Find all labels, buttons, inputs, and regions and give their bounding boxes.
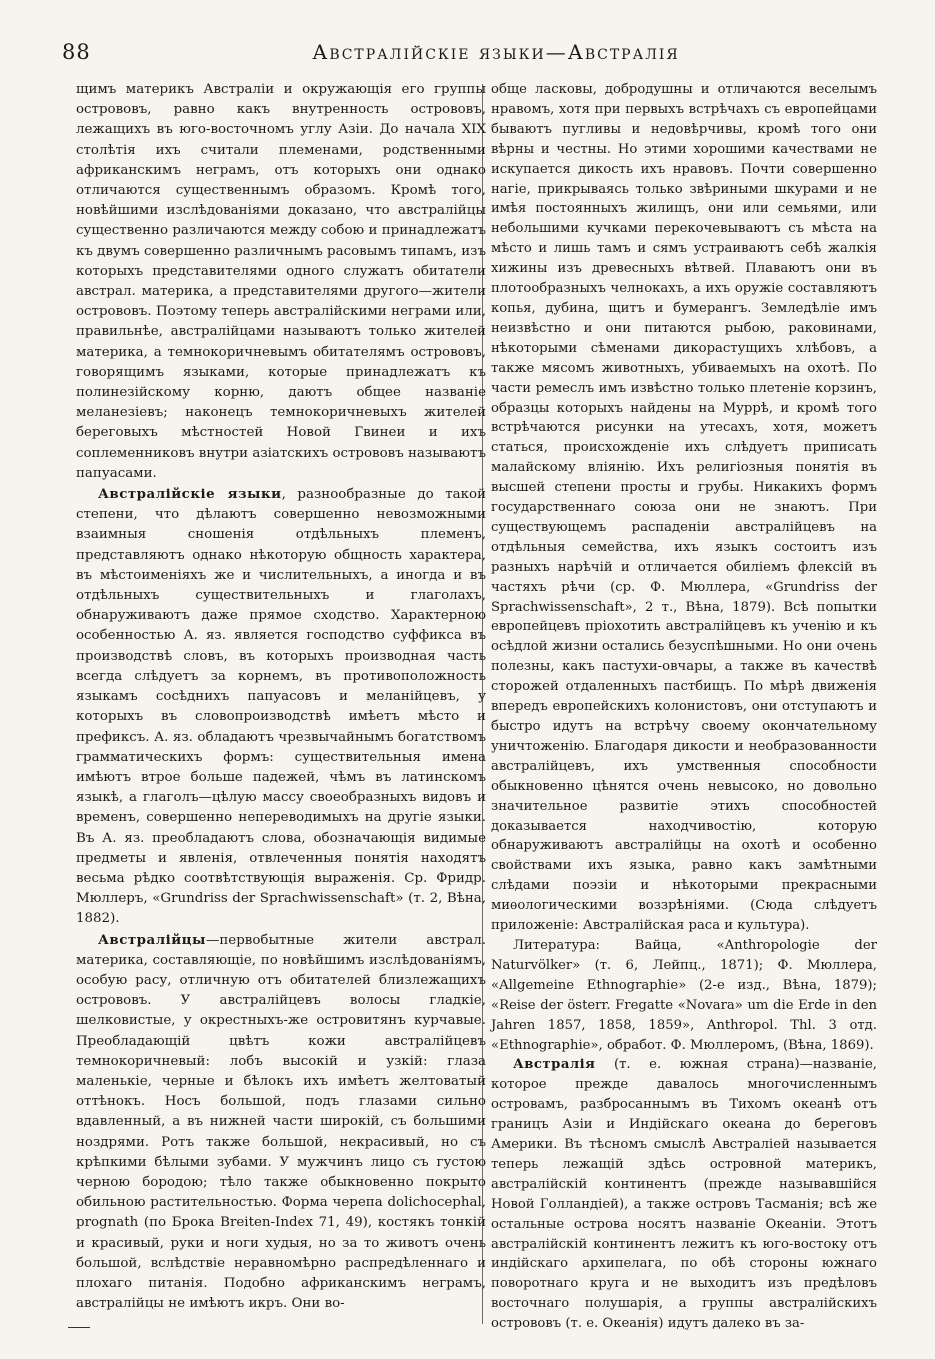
left-column xyxy=(76,80,486,1314)
paragraph-continuation: щимъ материкъ Австраліи и окружающія его группы острововъ, равно какъ внутренность острововъ, лежащихъ въ юго-восточномъ углу Азіи. До начала XIX столѣтія ихъ считали племенами, родственными африканскимъ неграмъ, отъ которыхъ они однако отличаются существеннымъ образомъ. Кромѣ того, новѣйшими изслѣдованіями доказано, что австралійцы существенно различаются между собою и принадлежатъ къ двумъ совершенно различнымъ расовымъ типамъ, изъ которыхъ представителями одного служатъ обитатели австрал. материка, а представителями другого—жители острововъ. Поэтому теперь австралійскими неграми или, правильнѣе, австралійцами называютъ только жителей материка, а темнокоричневымъ обитателямъ острововъ, говорящимъ языками, которые принадлежатъ къ полинезійскому корню, даютъ общее названіе меланезіевъ; наконецъ темнокоричневыхъ жителей береговыхъ мѣстностей Новой Гвинеи и ихъ соплеменниковъ внутри азіатскихъ острововъ называютъ папуасами. xyxy=(76,82,486,481)
entry-australians xyxy=(76,930,486,1315)
entry-text: (т. е. южная страна)—названіе, которое прежде давалось многочисленнымъ островамъ, разбросаннымъ въ Тихомъ океанѣ отъ границъ Азіи и Индійскаго океана до береговъ Америки. Въ тѣсномъ смыслѣ Австраліей называется теперь лежащій здѣсь островной материкъ, австралійскій континентъ (прежде называвшійся Новой Голландіей), а также островъ Тасманія; всѣ же остальные острова носятъ названіе Океаніи. Этотъ австралійскій континентъ лежитъ къ юго-востоку отъ индійскаго архипелага, по обѣ стороны южнаго поворотнаго круга и не выходитъ изъ предѣловъ восточнаго полушарія, а группы австралійскихъ острововъ (т. е. Океанія) идутъ далеко въ за- xyxy=(491,1057,877,1332)
paragraph-continuation: обще ласковы, добродушны и отличаются веселымъ нравомъ, хотя при первыхъ встрѣчахъ съ европейцами бываютъ пугливы и недовѣрчивы, кромѣ того они вѣрны и честны. Но этими хорошими качествами не искупается дикость ихъ нравовъ. Почти совершенно нагіе, прикрываясь только звѣриными шкурами и не имѣя постоянныхъ жилищъ, они или семьями, или небольшими кучками перекочевываютъ съ мѣста на мѣсто и лишь тамъ и сямъ устраиваютъ себѣ жалкія хижины изъ древесныхъ вѣтвей. Плаваютъ они въ плотообразныхъ челнокахъ, а ихъ оружіе составляютъ копья, дубина, щитъ и бумерангъ. Земледѣліе имъ неизвѣстно и они питаются рыбою, раковинами, нѣкоторыми сѣменами дикорастущихъ хлѣбовъ, а также мясомъ животныхъ, убиваемыхъ на охотѣ. По части ремеслъ имъ извѣстно только плетеніе корзинъ, образцы которыхъ найдены на Муррѣ, и кромѣ того встрѣчаются рисунки на утесахъ, хотя, можетъ статься, происхожденіе ихъ слѣдуетъ приписать малайскому вліянію. Ихъ религіозныя понятія въ высшей степени просты и грубы. Никакихъ формъ государственнаго союза они не знаютъ. При существующемъ распаденіи австралійцевъ на отдѣльныя семейства, ихъ языкъ состоитъ изъ разныхъ нарѣчій и отличается обиліемъ флексій въ частяхъ рѣчи (ср. Ф. Мюллера, «Grundriss der Sprachwissenschaft», 2 т., Вѣна, 1879). Всѣ попытки европейцевъ пріохотить австралійцевъ къ ученію и къ осѣдлой жизни остались безуспѣшными. Но они очень полезны, какъ пастухи-овчары, а также въ качествѣ сторожей отдаленныхъ пастбищъ. По мѣрѣ движенія впередъ европейскихъ колонистовъ, они отступаютъ и быстро идутъ на встрѣчу своему окончательному уничтоженію. Благодаря дикости и необразованности австралійцевъ, ихъ умственныя способности обыкновенно цѣнятся очень невысоко, но довольно значительное развитіе этихъ способностей доказывается находчивостію, которую обнаруживаютъ австралійцы на охотѣ и особенно свойствами ихъ языка, равно какъ замѣтными слѣдами поэзіи и нѣкоторыми прекрасными миѳологическими воззрѣніями. (Сюда слѣдуетъ приложеніе: Австралійская раса и культура). xyxy=(491,82,877,934)
page-header xyxy=(62,40,870,70)
literature-paragraph: Литература: Вайца, «Anthropologie der Naturvölker» (т. 6, Лейпц., 1871); Ф. Мюллера, «Allgemeine Ethnographie» (2-е изд., Вѣна, 1879); «Reise der österr. Fregatte «Novara» um die Erde in den Jahren 1857, 1858, 1859», Anthropol. Thl. 3 отд. «Ethnographie», обработ. Ф. Мюллеромъ, (Вѣна, 1869). xyxy=(491,937,877,1053)
right-column xyxy=(491,80,877,1334)
running-title: Австралійскіе языки—Австралія xyxy=(312,40,680,64)
entry-term: Австралія xyxy=(513,1057,596,1073)
entry-australian-languages xyxy=(76,484,486,929)
entry-term: Австралійцы xyxy=(98,931,206,948)
entry-text: —первобытные жители австрал. материка, составляющіе, по новѣйшимъ изслѣдованіямъ, особую расу, отличную отъ обитателей близлежащихъ острововъ. У австралійцевъ волосы гладкіе, шелковистые, у окрестныхъ-же островитянъ курчавые. Преобладающій цвѣтъ кожи австралійцевъ темнокоричневый: лобъ высокій и узкій: глаза маленькіе, черные и бѣлокъ ихъ имѣетъ желтоватый оттѣнокъ. Носъ большой, подъ глазами сильно вдавленный, а въ нижней части широкій, съ большими ноздрями. Ротъ также большой, некрасивый, но съ крѣпкими бѣлыми зубами. У мужчинъ лицо съ густою черною бородою; тѣло также обыкновенно покрыто обильною растительностью. Форма черепа dolichocephal, prognath (по Брока Breiten-Index 71, 49), костякъ тонкій и красивый, руки и ноги худыя, но за то животъ очень большой, вслѣдствіе неравномѣрно распредѣленнаго и плохаго питанія. Подобно африканскимъ неграмъ, австралійцы не имѣютъ икръ. Они во- xyxy=(76,932,486,1312)
entry-text: , разнообразные до такой степени, что дѣлаютъ совершенно невозможными взаимныя сношенія отдѣльныхъ племенъ, представляютъ однако нѣкоторую общность характера, въ мѣстоименіяхъ же и числительныхъ, а иногда и въ отдѣльныхъ существительныхъ и глаголахъ, обнаруживаютъ даже прямое сходство. Характерною особенностью А. яз. является господство суффикса въ производствѣ словъ, въ которыхъ производная часть всегда слѣдуетъ за корнемъ, въ противоположность языкамъ сосѣднихъ папуасовъ и меланійцевъ, у которыхъ въ словопроизводствѣ имѣетъ мѣсто и префиксъ. А. яз. обладаютъ чрезвычайнымъ богатствомъ грамматическихъ формъ: существительныя имена имѣютъ втрое больше падежей, чѣмъ въ латинскомъ языкѣ, а глаголъ—цѣлую массу своеобразныхъ видовъ и временъ, совершенно непереводимыхъ на другіе языки. Въ А. яз. преобладаютъ слова, обозначающія видимые предметы и явленія, отвлеченныя понятія находятъ весьма рѣдко соотвѣтствующія выраженія. Ср. Фридр. Мюллеръ, «Grundriss der Sprachwissenschaft» (т. 2, Вѣна, 1882). xyxy=(76,487,486,927)
footer-dash xyxy=(68,1327,90,1328)
page-number: 88 xyxy=(62,40,91,64)
entry-australia xyxy=(491,1055,877,1334)
entry-term: Австралійскіе языки xyxy=(98,486,282,503)
